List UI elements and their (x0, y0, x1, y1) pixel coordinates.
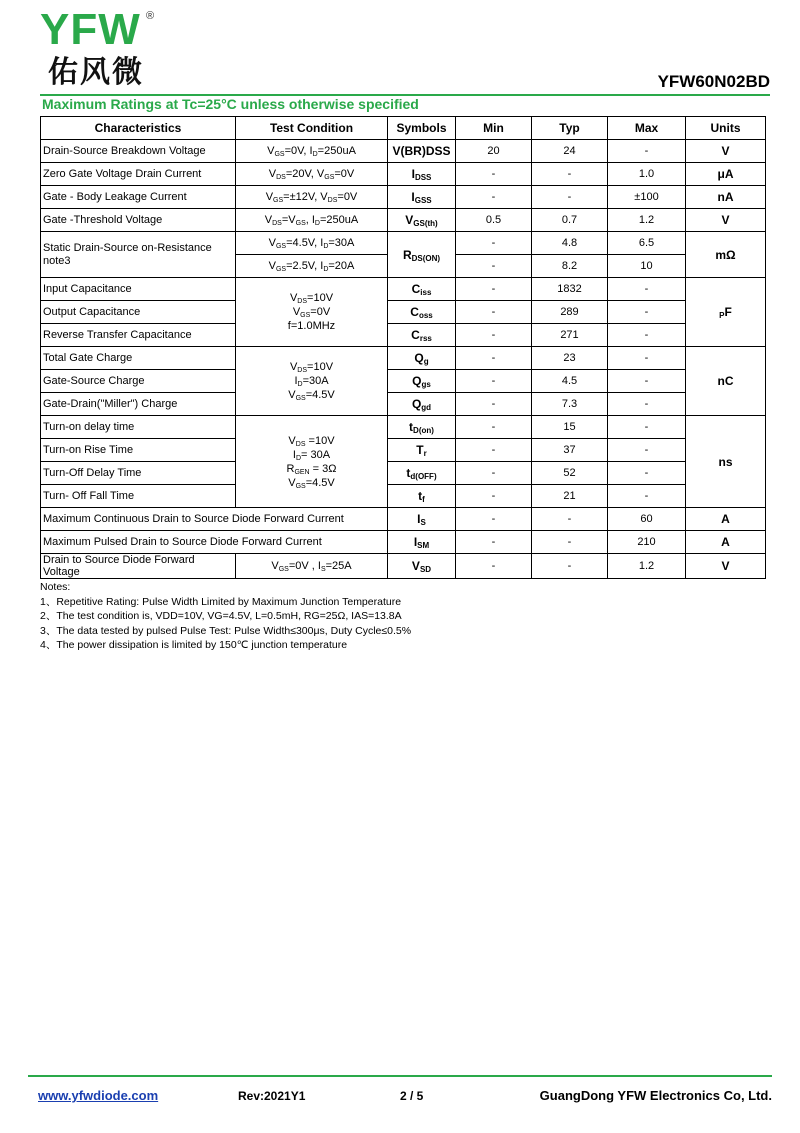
unit-cell: $_P$F (686, 278, 766, 347)
max-cell: - (608, 278, 686, 301)
max-cell: ±100 (608, 186, 686, 209)
symbol-cell: $I_S$ (388, 508, 456, 531)
unit-cell: mΩ (686, 232, 766, 278)
unit-cell: V (686, 140, 766, 163)
section-title: Maximum Ratings at Tc=25°C unless otherwise specified (42, 96, 419, 112)
col-header-typ: Typ (532, 117, 608, 140)
logo-chinese-text: 佑风微 (48, 55, 144, 90)
table-row (41, 416, 766, 439)
min-cell: - (456, 531, 532, 554)
symbol-cell: $Q_{gd}$ (388, 393, 456, 416)
condition-cell: $V_{DS}=10V$ $I_D=30A$ $V_{GS}=4.5V$ (236, 347, 388, 416)
min-cell: - (456, 186, 532, 209)
symbol-cell: $C_{iss}$ (388, 278, 456, 301)
max-cell: - (608, 416, 686, 439)
characteristic-cell: Drain to Source Diode Forward Voltage (41, 554, 236, 579)
max-cell: 210 (608, 531, 686, 554)
table-row (41, 485, 766, 508)
characteristic-cell: Zero Gate Voltage Drain Current (41, 163, 236, 186)
characteristic-cell: Turn-Off Delay Time (41, 462, 236, 485)
min-cell: - (456, 301, 532, 324)
condition-cell: $V_{GS}=2.5V$, $I_D=20A$ (236, 255, 388, 278)
symbol-cell: $t_{d(OFF)}$ (388, 462, 456, 485)
typ-cell: 37 (532, 439, 608, 462)
typ-cell: - (532, 163, 608, 186)
col-header-min: Min (456, 117, 532, 140)
logo-latin-text: YFW (40, 5, 141, 54)
min-cell: - (456, 462, 532, 485)
table-row (41, 186, 766, 209)
min-cell: - (456, 508, 532, 531)
symbol-cell: $Q_{gs}$ (388, 370, 456, 393)
table-row (41, 439, 766, 462)
characteristic-cell: Output Capacitance (41, 301, 236, 324)
symbol-cell: $I_{SM}$ (388, 531, 456, 554)
max-cell: 1.2 (608, 209, 686, 232)
typ-cell: - (532, 531, 608, 554)
typ-cell: 1832 (532, 278, 608, 301)
electrical-characteristics-table (40, 116, 766, 579)
table-row (41, 462, 766, 485)
typ-cell: 4.8 (532, 232, 608, 255)
condition-cell: $V_{DS}=10V$ $V_{GS}=0V$ f=1.0MHz (236, 278, 388, 347)
characteristic-cell: Drain-Source Breakdown Voltage (41, 140, 236, 163)
company-logo (40, 5, 160, 94)
max-cell: 1.2 (608, 554, 686, 579)
part-number: YFW60N02BD (657, 72, 770, 91)
condition-cell: $V_{DS}=V_{GS}$, $I_D=250uA$ (236, 209, 388, 232)
table-row (41, 508, 766, 531)
typ-cell: 23 (532, 347, 608, 370)
condition-cell: $V_{GS}=0V$, $I_D=250uA$ (236, 140, 388, 163)
table-row (41, 163, 766, 186)
characteristic-cell: Gate -Threshold Voltage (41, 209, 236, 232)
min-cell: 20 (456, 140, 532, 163)
min-cell: - (456, 347, 532, 370)
min-cell: 0.5 (456, 209, 532, 232)
typ-cell: - (532, 554, 608, 579)
condition-cell: $V_{DS}=20V$, $V_{GS}=0V$ (236, 163, 388, 186)
table-row (41, 301, 766, 324)
max-cell: - (608, 324, 686, 347)
min-cell: - (456, 485, 532, 508)
max-cell: - (608, 439, 686, 462)
min-cell: - (456, 255, 532, 278)
page-number: 2 / 5 (400, 1089, 424, 1103)
table-row (41, 209, 766, 232)
unit-cell: nA (686, 186, 766, 209)
condition-cell: $V_{GS}=0V$ , $I_S=25A$ (236, 554, 388, 579)
unit-cell: V (686, 554, 766, 579)
symbol-cell: $V_{SD}$ (388, 554, 456, 579)
min-cell: - (456, 163, 532, 186)
col-header-units: Units (686, 117, 766, 140)
characteristic-cell: Maximum Continuous Drain to Source Diode Forward Current (41, 508, 388, 531)
typ-cell: 289 (532, 301, 608, 324)
typ-cell: 21 (532, 485, 608, 508)
table-row (41, 531, 766, 554)
typ-cell: 4.5 (532, 370, 608, 393)
min-cell: - (456, 370, 532, 393)
characteristic-cell: Gate - Body Leakage Current (41, 186, 236, 209)
condition-cell: $V_{DS} =10V$ $I_D= 30A$ $R_{GEN} = 3\Omega$ $V_{GS}=4.5V$ (236, 416, 388, 508)
max-cell: 60 (608, 508, 686, 531)
note-item: 1、Repetitive Rating: Pulse Width Limited by Maximum Junction Temperature (40, 595, 402, 608)
symbol-cell: $V_{GS(th)}$ (388, 209, 456, 232)
footer-divider (28, 1075, 772, 1077)
characteristic-cell: Maximum Pulsed Drain to Source Diode Forward Current (41, 531, 388, 554)
table-row (41, 324, 766, 347)
min-cell: - (456, 278, 532, 301)
symbol-cell: $t_{D(on)}$ (388, 416, 456, 439)
symbol-cell: $C_{oss}$ (388, 301, 456, 324)
company-name: GuangDong YFW Electronics Co, Ltd. (539, 1088, 772, 1103)
symbol-cell: V(BR)DSS (388, 140, 456, 163)
typ-cell: - (532, 186, 608, 209)
characteristic-cell: Input Capacitance (41, 278, 236, 301)
note-item: 3、The data tested by pulsed Pulse Test: Pulse Width≤300μs, Duty Cycle≤0.5% (40, 624, 412, 637)
min-cell: - (456, 439, 532, 462)
unit-cell: V (686, 209, 766, 232)
characteristic-cell: Turn-on Rise Time (41, 439, 236, 462)
typ-cell: 7.3 (532, 393, 608, 416)
max-cell: 1.0 (608, 163, 686, 186)
table-row (41, 554, 766, 579)
max-cell: - (608, 485, 686, 508)
max-cell: - (608, 347, 686, 370)
table-row (41, 347, 766, 370)
max-cell: - (608, 370, 686, 393)
typ-cell: 52 (532, 462, 608, 485)
min-cell: - (456, 554, 532, 579)
characteristic-cell: Reverse Transfer Capacitance (41, 324, 236, 347)
max-cell: - (608, 393, 686, 416)
unit-cell: A (686, 531, 766, 554)
characteristic-cell: Static Drain-Source on-Resistance note3 (41, 232, 236, 278)
unit-cell: nC (686, 347, 766, 416)
min-cell: - (456, 324, 532, 347)
unit-cell: A (686, 508, 766, 531)
website-link[interactable]: www.yfwdiode.com (38, 1088, 159, 1103)
min-cell: - (456, 416, 532, 439)
min-cell: - (456, 232, 532, 255)
condition-cell: $V_{GS}=4.5V$, $I_D=30A$ (236, 232, 388, 255)
characteristic-cell: Gate-Source Charge (41, 370, 236, 393)
col-header-max: Max (608, 117, 686, 140)
table-row (41, 232, 766, 255)
revision-label: Rev:2021Y1 (238, 1089, 306, 1103)
table-row (41, 393, 766, 416)
typ-cell: - (532, 508, 608, 531)
symbol-cell: $t_f$ (388, 485, 456, 508)
symbol-cell: $I_{GSS}$ (388, 186, 456, 209)
symbol-cell: $Q_g$ (388, 347, 456, 370)
notes-title: Notes: (40, 581, 71, 593)
typ-cell: 24 (532, 140, 608, 163)
characteristic-cell: Total Gate Charge (41, 347, 236, 370)
max-cell: 6.5 (608, 232, 686, 255)
max-cell: 10 (608, 255, 686, 278)
table-row (41, 370, 766, 393)
symbol-cell: $C_{rss}$ (388, 324, 456, 347)
note-item: 2、The test condition is, VDD=10V, VG=4.5V, L=0.5mH, RG=25Ω, IAS=13.8A (40, 610, 402, 622)
min-cell: - (456, 393, 532, 416)
typ-cell: 15 (532, 416, 608, 439)
symbol-cell: $R_{DS(ON)}$ (388, 232, 456, 278)
characteristic-cell: Gate-Drain("Miller") Charge (41, 393, 236, 416)
max-cell: - (608, 301, 686, 324)
characteristic-cell: Turn- Off Fall Time (41, 485, 236, 508)
registered-mark: ® (146, 10, 155, 22)
max-cell: - (608, 140, 686, 163)
typ-cell: 0.7 (532, 209, 608, 232)
table-header-row (41, 117, 766, 140)
note-item: 4、The power dissipation is limited by 150℃ junction temperature (40, 639, 348, 651)
typ-cell: 8.2 (532, 255, 608, 278)
characteristic-cell: Turn-on delay time (41, 416, 236, 439)
col-header-test-condition: Test Condition (236, 117, 388, 140)
symbol-cell: $I_{DSS}$ (388, 163, 456, 186)
notes-section (40, 580, 411, 653)
col-header-symbols: Symbols (388, 117, 456, 140)
condition-cell: $V_{GS}=\pm 12V$, $V_{DS}=0V$ (236, 186, 388, 209)
max-cell: - (608, 462, 686, 485)
unit-cell: ns (686, 416, 766, 508)
col-header-characteristics: Characteristics (41, 117, 236, 140)
table-row (41, 278, 766, 301)
typ-cell: 271 (532, 324, 608, 347)
unit-cell: μA (686, 163, 766, 186)
symbol-cell: $T_r$ (388, 439, 456, 462)
table-row (41, 140, 766, 163)
